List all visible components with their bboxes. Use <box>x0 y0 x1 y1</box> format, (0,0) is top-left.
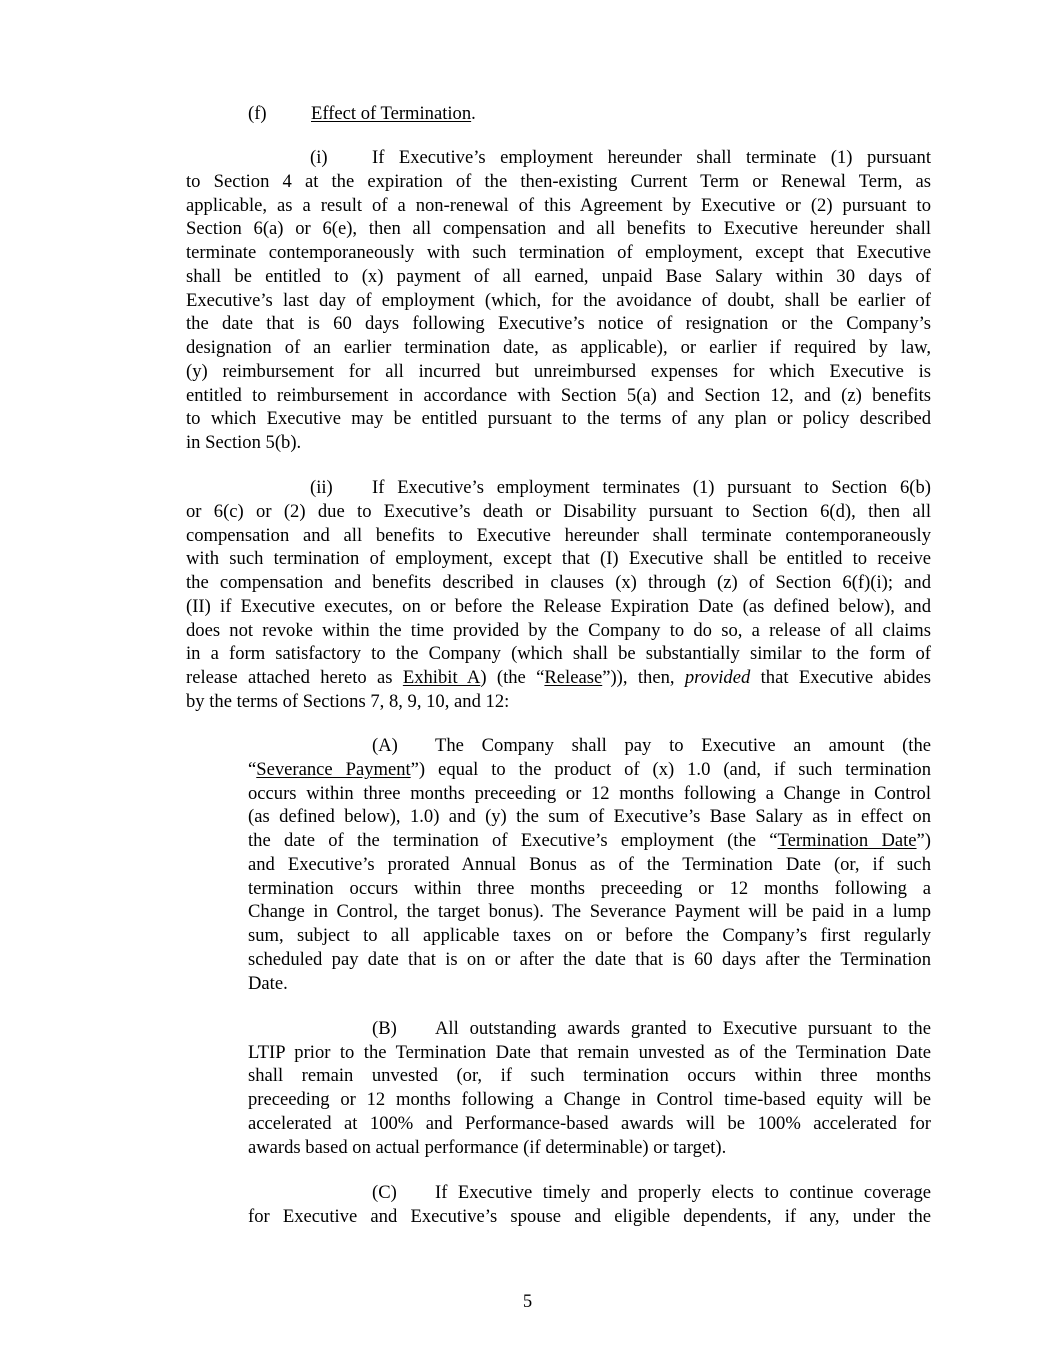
severance-payment-defined-term: Severance Payment <box>256 759 411 780</box>
para-A-line: (as defined below), 1.0) and (y) the sum of Executive’s Base Salary as in effect on <box>248 806 931 827</box>
para-A-line: Change in Control, the target bonus). The Severance Payment will be paid in a lump <box>248 901 931 922</box>
para-ii-text: ”)), then, <box>602 667 685 688</box>
para-i-line: shall be entitled to (x) payment of all earned, unpaid Base Salary within 30 days of <box>186 266 931 287</box>
para-A-line: termination occurs within three months preceeding or 12 months following a <box>248 878 931 899</box>
para-i-line: If Executive’s employment hereunder shall terminate (1) pursuant <box>372 147 931 168</box>
para-A-line: occurs within three months preceeding or 12 months following a Change in Control <box>248 783 931 804</box>
para-B-label: (B) <box>372 1018 397 1039</box>
para-C-line: If Executive timely and properly elects to continue coverage <box>435 1182 931 1203</box>
para-A-text: “ <box>248 759 257 780</box>
para-ii-line-release <box>186 666 931 690</box>
para-ii-line: or 6(c) or (2) due to Executive’s death or Disability pursuant to Section 6(d), then all <box>186 501 931 522</box>
para-A-line-termination-date <box>248 829 931 853</box>
para-A-line: scheduled pay date that is on or after the date that is 60 days after the Termination <box>248 949 931 970</box>
para-B-line: preceeding or 12 months following a Change in Control time-based equity will be <box>248 1089 931 1110</box>
para-i-line: Section 6(a) or 6(e), then all compensation and all benefits to Executive hereunder shall <box>186 218 931 239</box>
para-i-line: to Section 4 at the expiration of the then-existing Current Term or Renewal Term, as <box>186 171 931 192</box>
para-i-line: to which Executive may be entitled pursuant to the terms of any plan or policy described <box>186 408 931 429</box>
para-A-label: (A) <box>372 735 398 756</box>
para-ii-line: compensation and all benefits to Executive hereunder shall terminate contemporaneously <box>186 525 931 546</box>
para-A-line: and Executive’s prorated Annual Bonus as of the Termination Date (or, if such <box>248 854 931 875</box>
para-i-line: designation of an earlier termination date, as applicable), or earlier if required by law, <box>186 337 931 358</box>
para-A-line: The Company shall pay to Executive an amount (the <box>435 735 931 756</box>
para-B-line: All outstanding awards granted to Executive pursuant to the <box>435 1018 931 1039</box>
para-ii-text: release attached hereto as <box>186 667 403 688</box>
para-ii-text: ) (the “ <box>480 667 545 688</box>
para-B-line: shall remain unvested (or, if such termination occurs within three months <box>248 1065 931 1086</box>
para-i-line: terminate contemporaneously with such termination of employment, except that Executive <box>186 242 931 263</box>
para-ii-line: (II) if Executive executes, on or before the Release Expiration Date (as defined below), and <box>186 596 931 617</box>
para-ii-line: If Executive’s employment terminates (1) pursuant to Section 6(b) <box>372 477 931 498</box>
para-ii-line: does not revoke within the time provided by the Company to do so, a release of all claims <box>186 620 931 641</box>
section-f-heading-text: Effect of Termination <box>311 103 472 124</box>
para-B-line: LTIP prior to the Termination Date that remain unvested as of the Termination Date <box>248 1042 931 1063</box>
para-A-text: ”) equal to the product of (x) 1.0 (and, if such termination <box>410 759 931 780</box>
para-i-line: (y) reimbursement for all incurred but unreimbursed expenses for which Executive is <box>186 361 931 382</box>
para-ii-text: that Executive abides <box>750 667 932 688</box>
provided-italic: provided <box>684 667 751 688</box>
release-defined-term: Release <box>544 667 603 688</box>
para-B-line: accelerated at 100% and Performance-based awards will be 100% accelerated for <box>248 1113 931 1134</box>
para-C-line: for Executive and Executive’s spouse and eligible dependents, if any, under the <box>248 1206 931 1227</box>
para-i-line: the date that is 60 days following Executive’s notice of resignation or the Company’s <box>186 313 931 334</box>
para-A-line-severance <box>248 758 931 782</box>
termination-date-defined-term: Termination Date <box>777 830 917 851</box>
para-i-line: applicable, as a result of a non-renewal of this Agreement by Executive or (2) pursuant to <box>186 195 931 216</box>
para-i-label: (i) <box>310 147 328 168</box>
para-ii-line: in a form satisfactory to the Company (which shall be substantially similar to the form of <box>186 643 931 664</box>
para-ii-line: by the terms of Sections 7, 8, 9, 10, and 12: <box>186 691 510 712</box>
para-i-line: Executive’s last day of employment (which, for the avoidance of doubt, shall be earlier of <box>186 290 931 311</box>
para-A-text: ”) <box>916 830 931 851</box>
para-i-line: in Section 5(b). <box>186 432 302 453</box>
para-A-line: sum, subject to all applicable taxes on or before the Company’s first regularly <box>248 925 931 946</box>
section-f-heading-period: . <box>471 103 476 124</box>
para-A-text: the date of the termination of Executive’s employment (the “ <box>248 830 778 851</box>
para-i-line: entitled to reimbursement in accordance with Section 5(a) and Section 12, and (z) benefits <box>186 385 931 406</box>
exhibit-a-reference: Exhibit A <box>402 667 481 688</box>
para-B-line: awards based on actual performance (if determinable) or target). <box>248 1137 727 1158</box>
para-ii-line: the compensation and benefits described in clauses (x) through (z) of Section 6(f)(i); and <box>186 572 931 593</box>
para-C-label: (C) <box>372 1182 397 1203</box>
para-ii-line: with such termination of employment, except that (I) Executive shall be entitled to receive <box>186 548 931 569</box>
section-f-heading <box>311 102 476 126</box>
para-A-line: Date. <box>248 973 288 994</box>
para-ii-label: (ii) <box>310 477 333 498</box>
page-number: 5 <box>522 1291 533 1312</box>
section-f-label: (f) <box>248 103 267 124</box>
